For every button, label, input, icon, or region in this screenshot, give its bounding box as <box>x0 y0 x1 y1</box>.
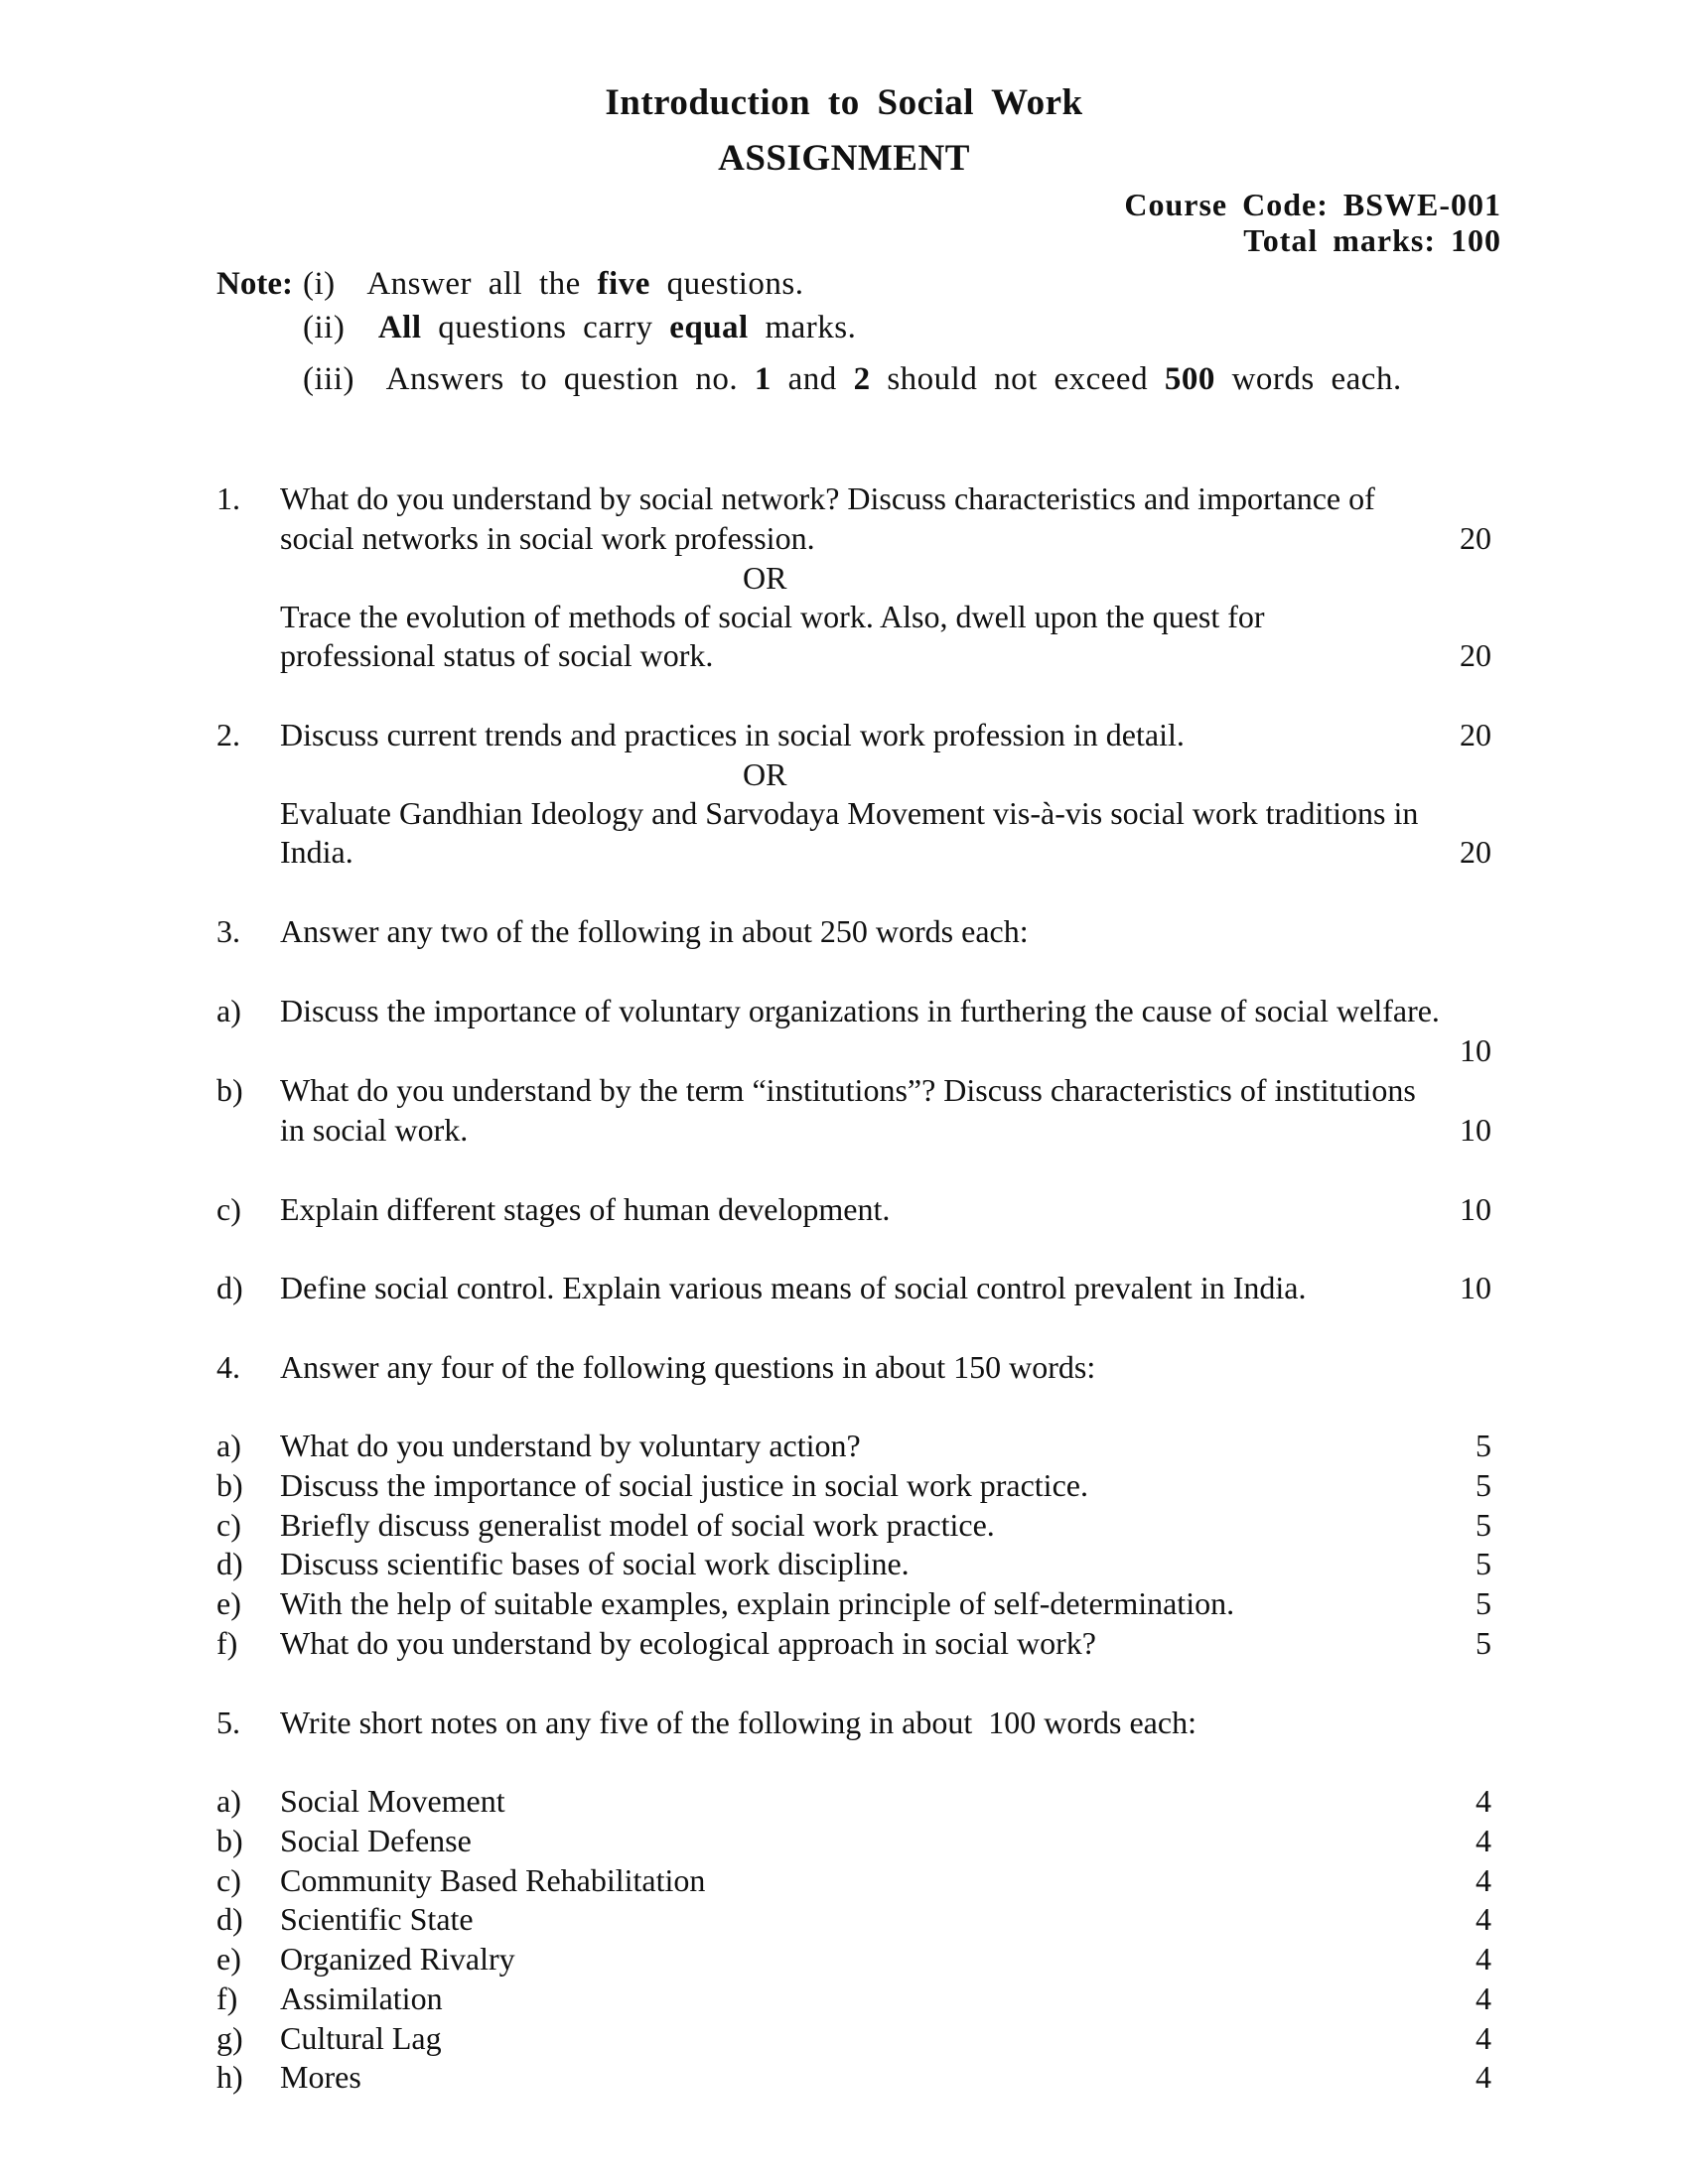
sub-question-letter: a) <box>216 993 241 1028</box>
sub-question-letter: h) <box>216 2059 243 2095</box>
question-text: Write short notes on any five of the following in about 100 words each: <box>280 1705 1196 1740</box>
sub-question-letter: b) <box>216 1467 243 1503</box>
sub-question-letter: e) <box>216 1941 241 1977</box>
note-text: Answers to question no. <box>385 361 755 397</box>
sub-question-marks: 5 <box>1476 1546 1491 1581</box>
sub-question-marks: 10 <box>1460 1112 1491 1148</box>
question-number: 3. <box>216 913 240 949</box>
sub-question-text: Cultural Lag <box>280 2020 442 2056</box>
note-emphasis: equal <box>669 310 749 345</box>
note-item-1 <box>303 266 804 303</box>
note-text: words each. <box>1214 361 1402 397</box>
note-text: questions carry <box>421 310 670 345</box>
sub-question-text: Social Defense <box>280 1823 472 1858</box>
sub-question-text: Explain different stages of human development. <box>280 1191 891 1227</box>
question-text: Answer any four of the following questions in about 150 words: <box>280 1349 1096 1385</box>
sub-question-letter: b) <box>216 1823 243 1858</box>
document-subtitle: ASSIGNMENT <box>718 138 970 179</box>
sub-question-text: Briefly discuss generalist model of social work practice. <box>280 1507 995 1543</box>
sub-question-text: Discuss the importance of social justice in social work practice. <box>280 1467 1088 1503</box>
sub-question-text: Social Movement <box>280 1783 505 1819</box>
note-emphasis: All <box>377 310 422 345</box>
question-text: Trace the evolution of methods of social work. Also, dwell upon the quest for <box>280 599 1265 634</box>
question-text: Evaluate Gandhian Ideology and Sarvodaya Movement vis-à-vis social work traditions in <box>280 795 1419 831</box>
question-text: Answer any two of the following in about 250 words each: <box>280 913 1029 949</box>
sub-question-letter: c) <box>216 1862 241 1898</box>
sub-question-letter: f) <box>216 1980 238 2016</box>
question-text: What do you understand by social network? Discuss characteristics and importance of <box>280 480 1375 516</box>
question-text: India. <box>280 834 353 870</box>
question-number: 1. <box>216 480 240 516</box>
or-separator: OR <box>743 560 787 596</box>
sub-question-text: Community Based Rehabilitation <box>280 1862 706 1898</box>
sub-question-text: Assimilation <box>280 1980 443 2016</box>
note-item-3 <box>303 361 1402 398</box>
sub-question-marks: 4 <box>1476 1783 1491 1819</box>
sub-question-marks: 4 <box>1476 1862 1491 1898</box>
sub-question-text: What do you understand by the term “institutions”? Discuss characteristics of institutions <box>280 1072 1416 1108</box>
sub-question-text: What do you understand by ecological approach in social work? <box>280 1625 1096 1661</box>
sub-question-marks: 5 <box>1476 1585 1491 1621</box>
document-title: Introduction to Social Work <box>605 82 1083 123</box>
note-emphasis: 1 <box>754 361 772 397</box>
sub-question-marks: 10 <box>1460 1032 1491 1068</box>
sub-question-letter: f) <box>216 1625 238 1661</box>
question-number: 4. <box>216 1349 240 1385</box>
course-code: Course Code: BSWE-001 <box>1124 187 1501 222</box>
note-item-num: (i) <box>303 266 336 302</box>
total-marks: Total marks: 100 <box>1243 222 1501 258</box>
note-item-num: (ii) <box>303 310 346 345</box>
sub-question-marks: 4 <box>1476 1823 1491 1858</box>
sub-question-letter: g) <box>216 2020 243 2056</box>
sub-question-letter: c) <box>216 1507 241 1543</box>
question-text: social networks in social work profession. <box>280 520 815 556</box>
note-label: Note: <box>216 266 293 302</box>
question-text: professional status of social work. <box>280 637 714 673</box>
question-marks: 20 <box>1460 637 1491 673</box>
note-text: Answer all the <box>366 266 598 302</box>
sub-question-text: in social work. <box>280 1112 469 1148</box>
note-text: marks. <box>748 310 857 345</box>
sub-question-letter: a) <box>216 1428 241 1463</box>
sub-question-marks: 4 <box>1476 1980 1491 2016</box>
sub-question-text: Discuss scientific bases of social work discipline. <box>280 1546 910 1581</box>
note-item-num: (iii) <box>303 361 354 397</box>
question-marks: 20 <box>1460 520 1491 556</box>
sub-question-text: Define social control. Explain various means of social control prevalent in India. <box>280 1270 1307 1305</box>
sub-question-text: With the help of suitable examples, explain principle of self-determination. <box>280 1585 1235 1621</box>
sub-question-text: Scientific State <box>280 1901 474 1937</box>
question-number: 5. <box>216 1705 240 1740</box>
note-text: questions. <box>649 266 804 302</box>
sub-question-marks: 5 <box>1476 1625 1491 1661</box>
note-emphasis: 2 <box>853 361 871 397</box>
sub-question-text: What do you understand by voluntary action? <box>280 1428 861 1463</box>
sub-question-marks: 4 <box>1476 2020 1491 2056</box>
sub-question-letter: d) <box>216 1901 243 1937</box>
sub-question-letter: d) <box>216 1546 243 1581</box>
sub-question-text: Mores <box>280 2059 361 2095</box>
note-text: should not exceed <box>870 361 1165 397</box>
question-marks: 20 <box>1460 717 1491 752</box>
question-number: 2. <box>216 717 240 752</box>
sub-question-marks: 5 <box>1476 1428 1491 1463</box>
sub-question-text: Organized Rivalry <box>280 1941 515 1977</box>
sub-question-letter: b) <box>216 1072 243 1108</box>
note-emphasis: five <box>597 266 650 302</box>
sub-question-letter: e) <box>216 1585 241 1621</box>
sub-question-marks: 10 <box>1460 1191 1491 1227</box>
note-text: and <box>771 361 854 397</box>
sub-question-marks: 4 <box>1476 1901 1491 1937</box>
sub-question-marks: 10 <box>1460 1270 1491 1305</box>
note-item-2 <box>303 310 856 346</box>
sub-question-marks: 5 <box>1476 1507 1491 1543</box>
sub-question-letter: a) <box>216 1783 241 1819</box>
sub-question-letter: c) <box>216 1191 241 1227</box>
question-marks: 20 <box>1460 834 1491 870</box>
note-emphasis: 500 <box>1164 361 1215 397</box>
question-text: Discuss current trends and practices in social work profession in detail. <box>280 717 1185 752</box>
sub-question-letter: d) <box>216 1270 243 1305</box>
sub-question-marks: 5 <box>1476 1467 1491 1503</box>
sub-question-marks: 4 <box>1476 1941 1491 1977</box>
or-separator: OR <box>743 756 787 792</box>
sub-question-text: Discuss the importance of voluntary organizations in furthering the cause of social welfare. <box>280 993 1440 1028</box>
sub-question-marks: 4 <box>1476 2059 1491 2095</box>
